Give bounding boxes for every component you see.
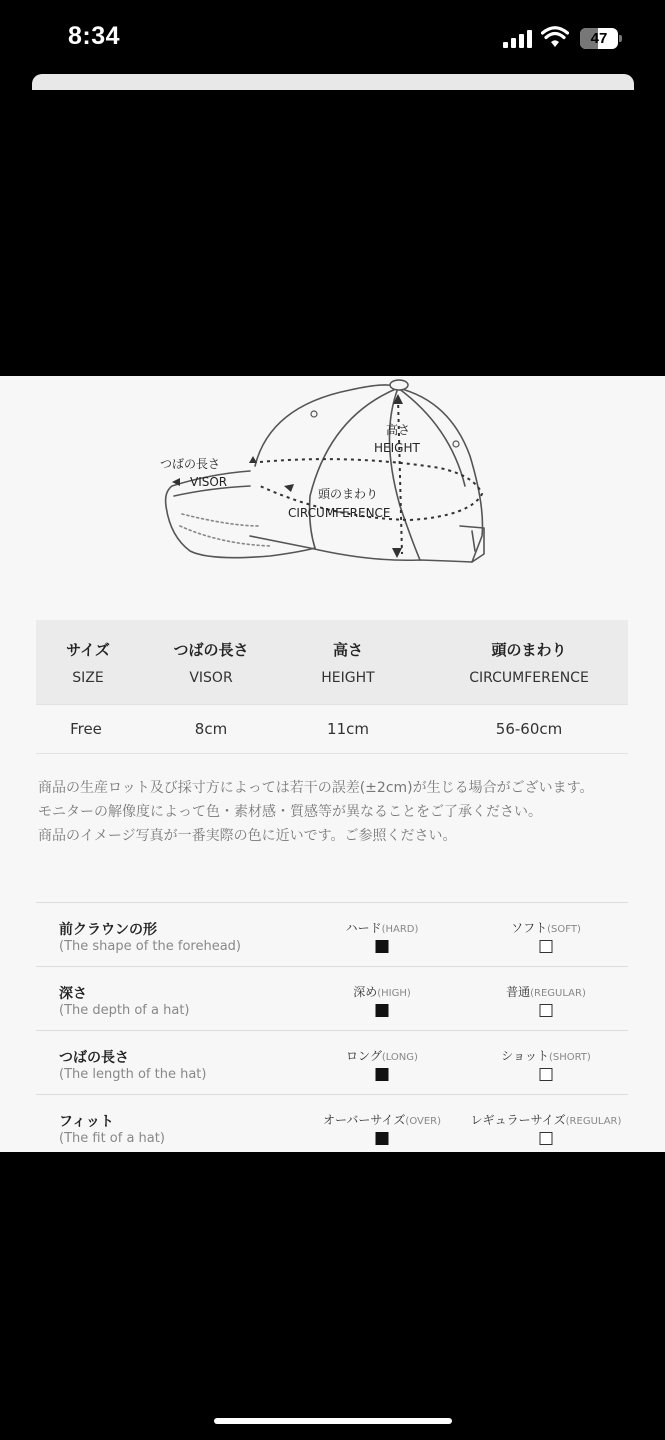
diagram-visor-jp: つばの長さ [160,457,221,471]
signal-icon [503,30,535,48]
attribute-label: 前クラウンの形 [59,922,157,938]
diagram-circ-jp: 頭のまわり [318,487,379,501]
note-line: 商品のイメージ写真が一番実際の色に近いです。ご参照ください。 [38,828,457,844]
attribute-row-forehead [36,902,628,966]
attribute-table [36,902,628,1152]
product-detail-image [0,376,665,1152]
header-height-en: HEIGHT [321,670,375,686]
note-line: モニターの解像度によって色・素材感・質感等が異なることをご了承ください。 [38,804,542,820]
note-line: 商品の生産ロット及び採寸方によっては若干の誤差(±2cm)が生じる場合がございます。 [38,780,594,796]
diagram-circ-en: CIRCUMFERENCE [288,506,391,520]
size-table-header [36,620,628,704]
attribute-sublabel: (The fit of a hat) [59,1131,165,1146]
wifi-icon [541,26,569,48]
header-circ-jp: 頭のまわり [491,641,567,659]
attribute-label: 深さ [59,986,87,1002]
header-visor-jp: つばの長さ [173,641,249,659]
option-2-checkbox [540,940,553,953]
battery-percent: 47 [590,30,608,47]
sheet-top-edge [32,74,634,90]
notes [38,776,638,848]
cell-size: Free [70,720,102,738]
status-bar [0,0,665,76]
home-indicator[interactable] [214,1418,452,1424]
header-circ-en: CIRCUMFERENCE [469,670,589,686]
diagram-visor-en: VISOR [190,475,228,489]
option-2-checkbox [540,1004,553,1017]
attribute-label: フィット [59,1114,114,1130]
cell-circumference: 56-60cm [495,720,563,738]
attribute-row-fit [36,1094,628,1152]
option-1-label: ハード(HARD) [345,921,419,935]
option-1-checkbox [376,940,389,953]
status-time: 8:34 [68,22,121,50]
option-1-label: ロング(LONG) [346,1049,418,1063]
header-size-jp: サイズ [66,641,110,659]
option-2-label: ソフト(SOFT) [511,921,581,935]
cap-measurement-diagram [150,376,510,576]
attribute-sublabel: (The shape of the forehead) [59,939,241,954]
header-size-en: SIZE [72,670,104,686]
option-1-label: 深め(HIGH) [353,985,411,999]
attribute-row-depth [36,966,628,1030]
attribute-sublabel: (The length of the hat) [59,1067,207,1082]
option-2-checkbox [540,1132,553,1145]
header-height-jp: 高さ [332,641,364,659]
option-1-checkbox [376,1004,389,1017]
table-row [36,704,628,754]
attribute-sublabel: (The depth of a hat) [59,1003,190,1018]
option-1-label: オーバーサイズ(OVER) [322,1113,442,1127]
option-1-checkbox [376,1132,389,1145]
size-table [36,620,628,754]
option-2-checkbox [540,1068,553,1081]
option-2-label: レギュラーサイズ(REGULAR) [470,1113,622,1127]
option-2-label: ショット(SHORT) [501,1049,591,1063]
diagram-height-jp: 高さ [386,423,411,437]
cell-height: 11cm [327,720,369,738]
attribute-label: つばの長さ [59,1050,129,1066]
option-2-label: 普通(REGULAR) [506,985,586,999]
battery-icon [580,28,622,49]
diagram-height-en: HEIGHT [374,441,420,455]
option-1-checkbox [376,1068,389,1081]
header-visor-en: VISOR [189,670,233,686]
cell-visor: 8cm [194,720,228,738]
attribute-row-length [36,1030,628,1094]
